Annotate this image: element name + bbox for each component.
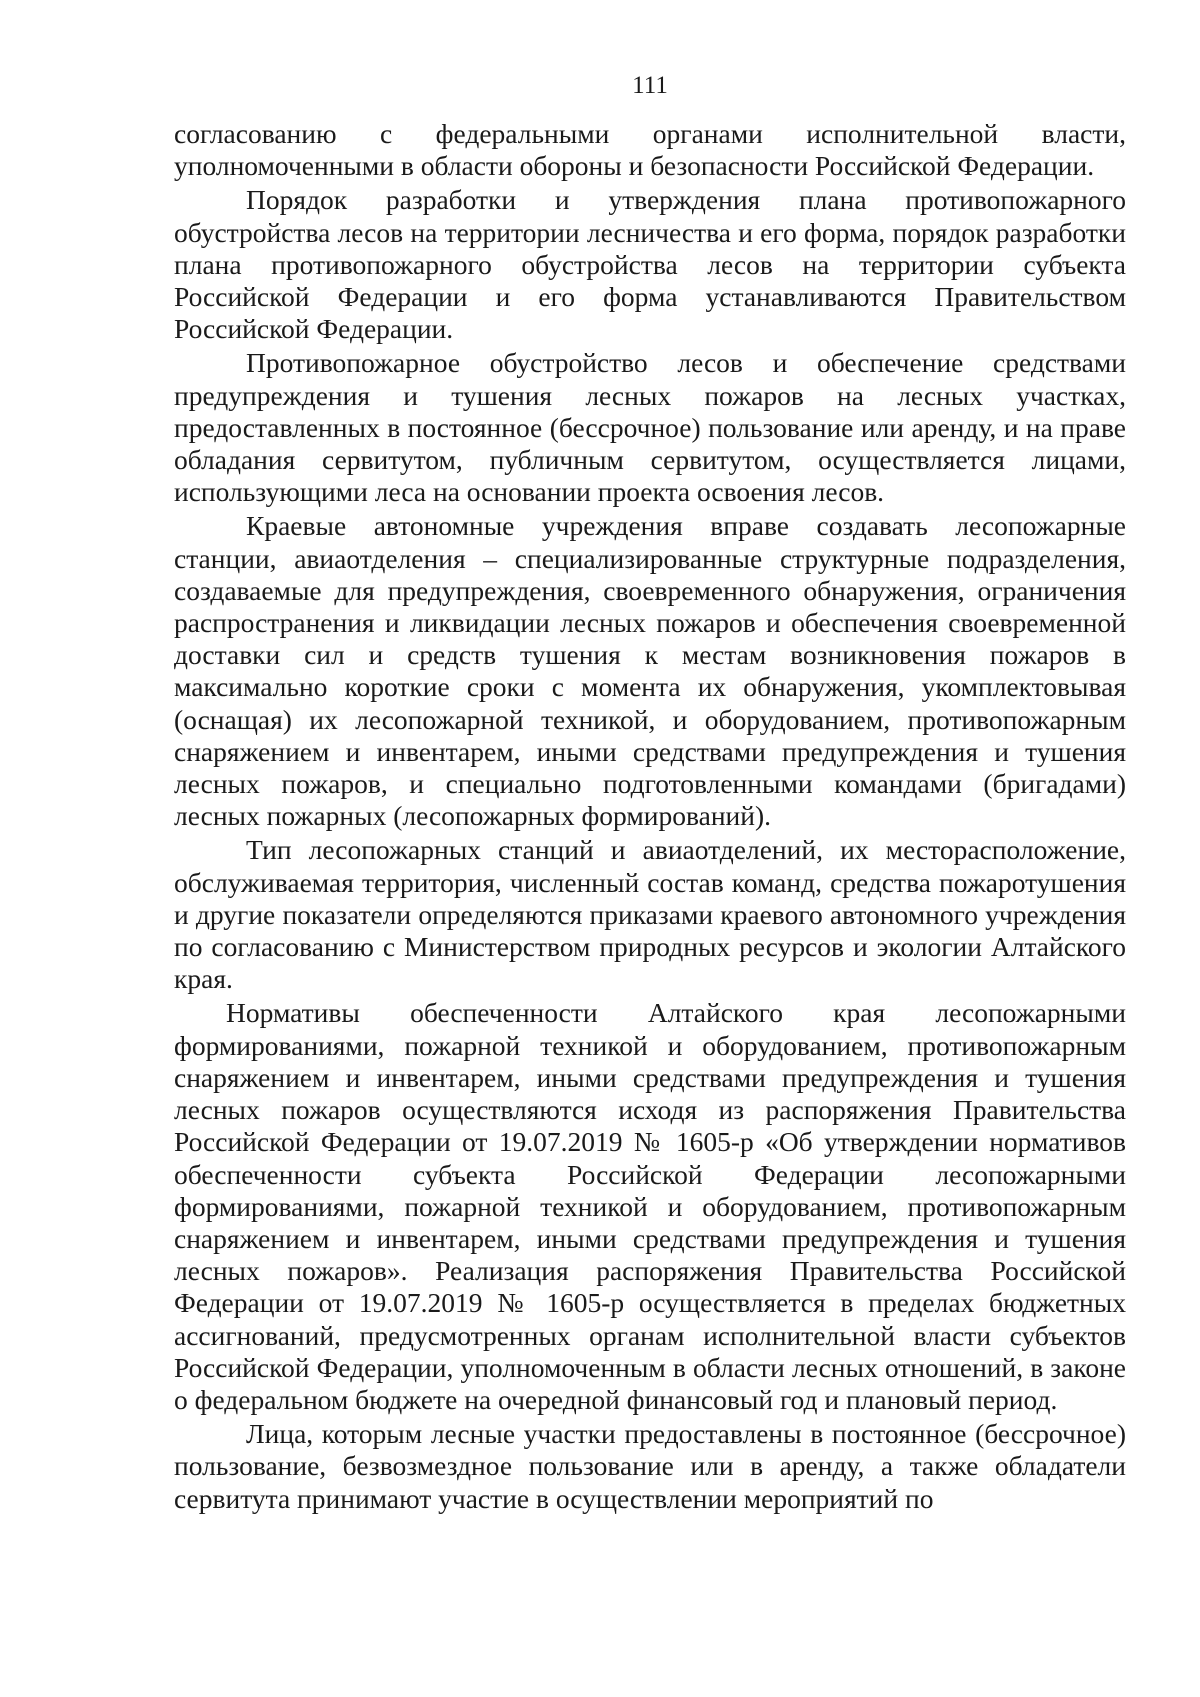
paragraph-norms: Нормативы обеспеченности Алтайского края лесопожарными формированиями, пожарной техникой и оборудованием, противопожарным снаряжением и инвентарем, иными средствами предупреждения и тушения лесных пожаров осуществляются исходя из распоряжения Правительства Российской Федерации от 19.07.2019 № 1605-р «Об утверждении нормативов обеспеченности субъекта Российской Федерации лесопожарными формированиями, пожарной техникой и оборудованием, противопожарным снаряжением и инвентарем, иными средствами предупреждения и тушения лесных пожаров». Реализация распоряжения Правительства Российской Федерации от 19.07.2019 № 1605-р осуществляется в пределах бюджетных ассигнований, предусмотренных органам исполнительной власти субъектов Российской Федерации, уполномоченным в области лесных отношений, в законе о федеральном бюджете на очередной финансовый год и плановый период. — [174, 997, 1126, 1415]
paragraph-station-types: Тип лесопожарных станций и авиаотделений, их месторасположение, обслуживаемая территория, численный состав команд, средства пожаротушения и другие показатели определяются приказами краевого автономного учреждения по согласованию с Министерством природных ресурсов и экологии Алтайского края. — [174, 834, 1126, 995]
paragraph-continuation: согласованию с федеральными органами исполнительной власти, уполномоченными в области обороны и безопасности Российской Федерации. — [174, 118, 1126, 182]
paragraph-fire-arrangement: Противопожарное обустройство лесов и обеспечение средствами предупреждения и тушения лесных пожаров на лесных участках, предоставленных в постоянное (бессрочное) пользование или аренду, и на праве обладания сервитутом, публичным сервитутом, осуществляется лицами, использующими леса на основании проекта освоения лесов. — [174, 347, 1126, 508]
page-number: 111 — [632, 72, 668, 99]
document-page — [174, 70, 1126, 1517]
paragraph-plan-procedure: Порядок разработки и утверждения плана противопожарного обустройства лесов на территории лесничества и его форма, порядок разработки плана противопожарного обустройства лесов на территории субъекта Российской Федерации и его форма устанавливаются Правительством Российской Федерации. — [174, 184, 1126, 345]
paragraph-fire-stations: Краевые автономные учреждения вправе создавать лесопожарные станции, авиаотделения – специализированные структурные подразделения, создаваемые для предупреждения, своевременного обнаружения, ограничения распространения и ликвидации лесных пожаров и обеспечения своевременной доставки сил и средств тушения к местам возникновения пожаров в максимально короткие сроки с момента их обнаружения, укомплектовывая (оснащая) их лесопожарной техникой, и оборудованием, противопожарным снаряжением и инвентарем, иными средствами предупреждения и тушения лесных пожаров, и специально подготовленными командами (бригадами) лесных пожарных (лесопожарных формирований). — [174, 510, 1126, 832]
paragraph-land-users: Лица, которым лесные участки предоставлены в постоянное (бессрочное) пользование, безвозмездное пользование или в аренду, а также обладатели сервитута принимают участие в осуществлении мероприятий по — [174, 1418, 1126, 1514]
